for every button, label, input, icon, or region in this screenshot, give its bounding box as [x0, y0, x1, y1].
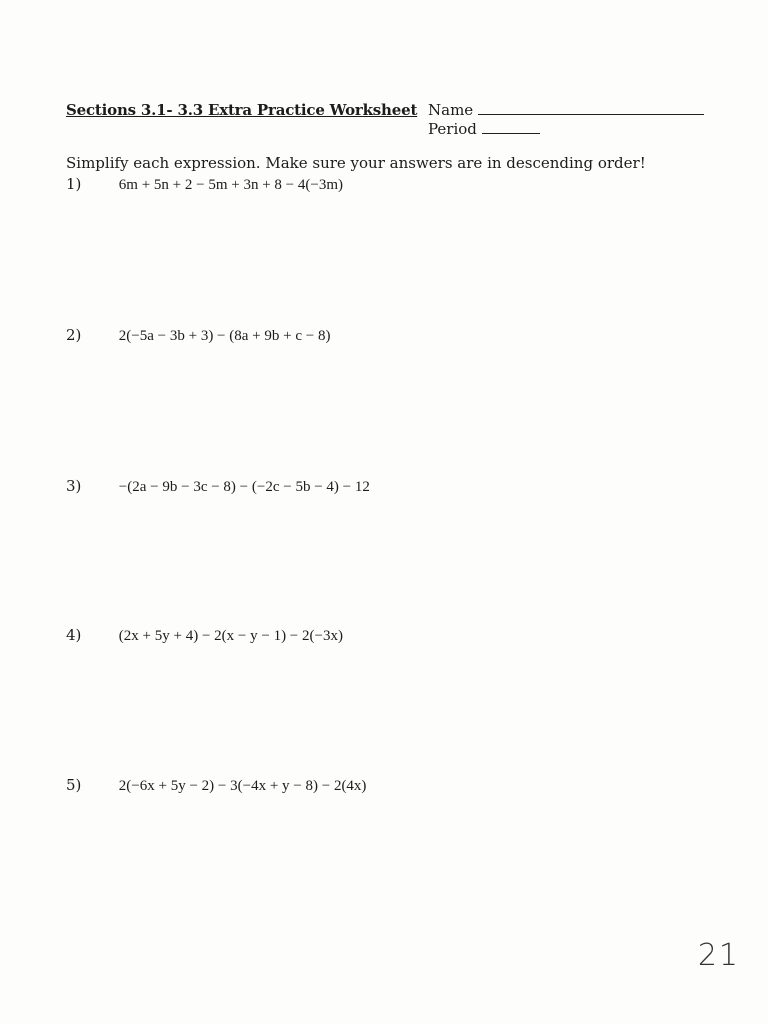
problem-2 [66, 326, 330, 345]
problem-expression: −(2a − 9b − 3c − 8) − (−2c − 5b − 4) − 12 [118, 479, 370, 495]
period-blank-line [482, 121, 540, 134]
problem-number: 3) [66, 477, 82, 495]
problem-5 [66, 776, 366, 795]
worksheet-title: Sections 3.1- 3.3 Extra Practice Worksheet [66, 101, 418, 119]
name-field [428, 101, 704, 119]
name-label: Name [428, 101, 474, 119]
problem-number: 4) [66, 626, 82, 644]
instructions-text: Simplify each expression. Make sure your answers are in descending order! [66, 154, 646, 172]
name-blank-line [478, 102, 704, 115]
period-label: Period [428, 120, 477, 138]
period-field [428, 120, 540, 138]
problem-expression: (2x + 5y + 4) − 2(x − y − 1) − 2(−3x) [118, 628, 343, 644]
handwritten-page-number: 21 [697, 938, 740, 973]
problem-number: 1) [66, 175, 82, 193]
problem-expression: 6m + 5n + 2 − 5m + 3n + 8 − 4(−3m) [118, 177, 343, 193]
problem-number: 5) [66, 776, 82, 794]
problem-3 [66, 477, 370, 496]
problem-4 [66, 626, 343, 645]
problem-1 [66, 175, 343, 194]
problem-expression: 2(−5a − 3b + 3) − (8a + 9b + c − 8) [118, 328, 331, 344]
problem-expression: 2(−6x + 5y − 2) − 3(−4x + y − 8) − 2(4x) [118, 778, 367, 794]
problem-number: 2) [66, 326, 82, 344]
